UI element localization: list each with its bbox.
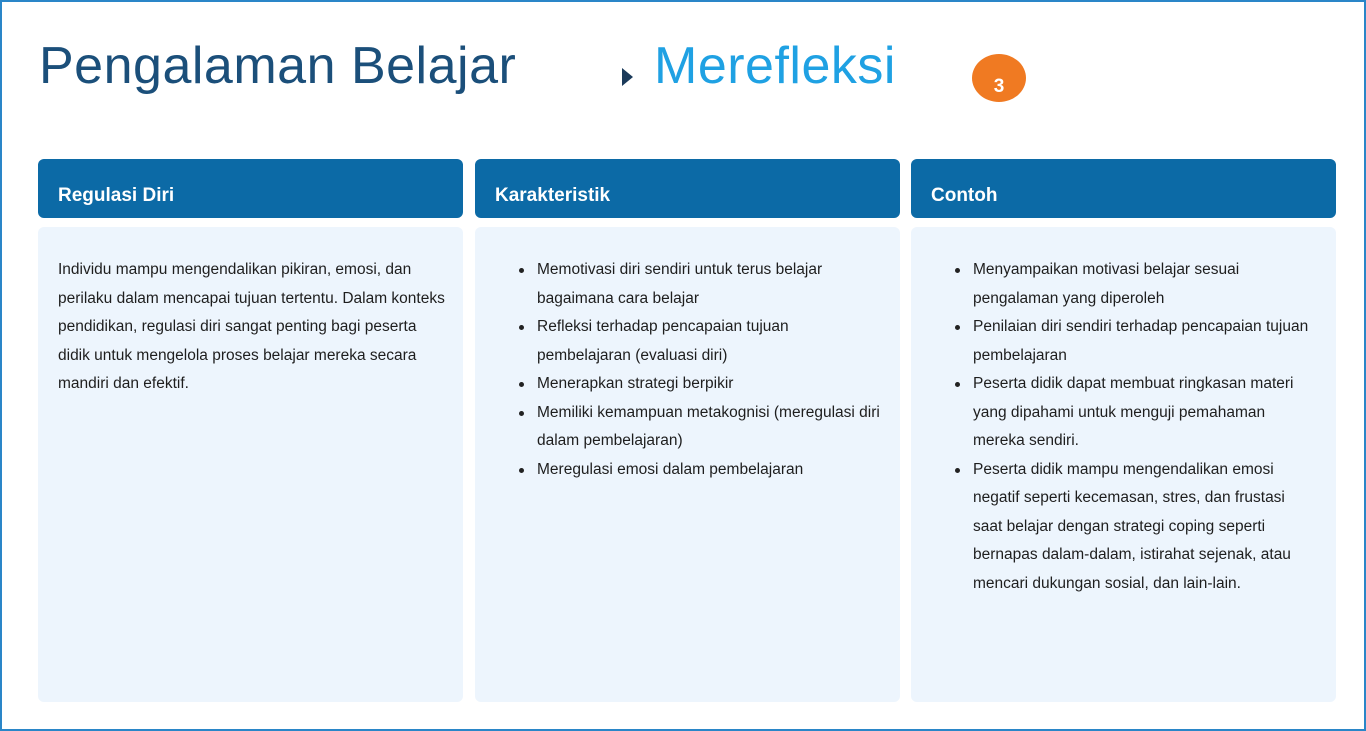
column-regulasi-diri <box>38 159 463 702</box>
list-item: Peserta didik mampu mengendalikan emosi negatif seperti kecemasan, stres, dan frustasi saat belajar dengan strategi coping seperti bernapas dalam-dalam, istirahat sejenak, atau mencari dukungan sosial, dan lain-lain. <box>931 456 1318 599</box>
column-heading: Regulasi Diri <box>38 159 463 218</box>
column-body <box>475 227 900 702</box>
list-item: Peserta didik dapat membuat ringkasan materi yang dipahami untuk menguji pemahaman mereka sendiri. <box>931 370 1318 456</box>
bullet-list <box>495 256 882 484</box>
column-contoh <box>911 159 1336 702</box>
page-subtitle: Merefleksi <box>654 37 896 95</box>
column-heading: Contoh <box>911 159 1336 218</box>
column-karakteristik <box>475 159 900 702</box>
column-text: Individu mampu mengendalikan pikiran, emosi, dan perilaku dalam mencapai tujuan tertentu. Dalam konteks pendidikan, regulasi diri sangat penting bagi peserta didik untuk mengelola proses belajar mereka secara mandiri dan efektif. <box>58 261 445 392</box>
list-item: Menerapkan strategi berpikir <box>495 370 882 399</box>
column-body <box>38 227 463 702</box>
page-title: Pengalaman Belajar <box>39 37 517 95</box>
list-item: Memiliki kemampuan metakognisi (meregulasi diri dalam pembelajaran) <box>495 399 882 456</box>
step-badge <box>972 54 1026 102</box>
step-badge-number: 3 <box>993 76 1005 97</box>
list-item: Meregulasi emosi dalam pembelajaran <box>495 456 882 485</box>
list-item: Menyampaikan motivasi belajar sesuai pengalaman yang diperoleh <box>931 256 1318 313</box>
column-body <box>911 227 1336 702</box>
bullet-list <box>931 256 1318 598</box>
list-item: Memotivasi diri sendiri untuk terus belajar bagaimana cara belajar <box>495 256 882 313</box>
list-item: Penilaian diri sendiri terhadap pencapaian tujuan pembelajaran <box>931 313 1318 370</box>
column-heading: Karakteristik <box>475 159 900 218</box>
triangle-arrow-icon <box>622 68 633 86</box>
list-item: Refleksi terhadap pencapaian tujuan pembelajaran (evaluasi diri) <box>495 313 882 370</box>
